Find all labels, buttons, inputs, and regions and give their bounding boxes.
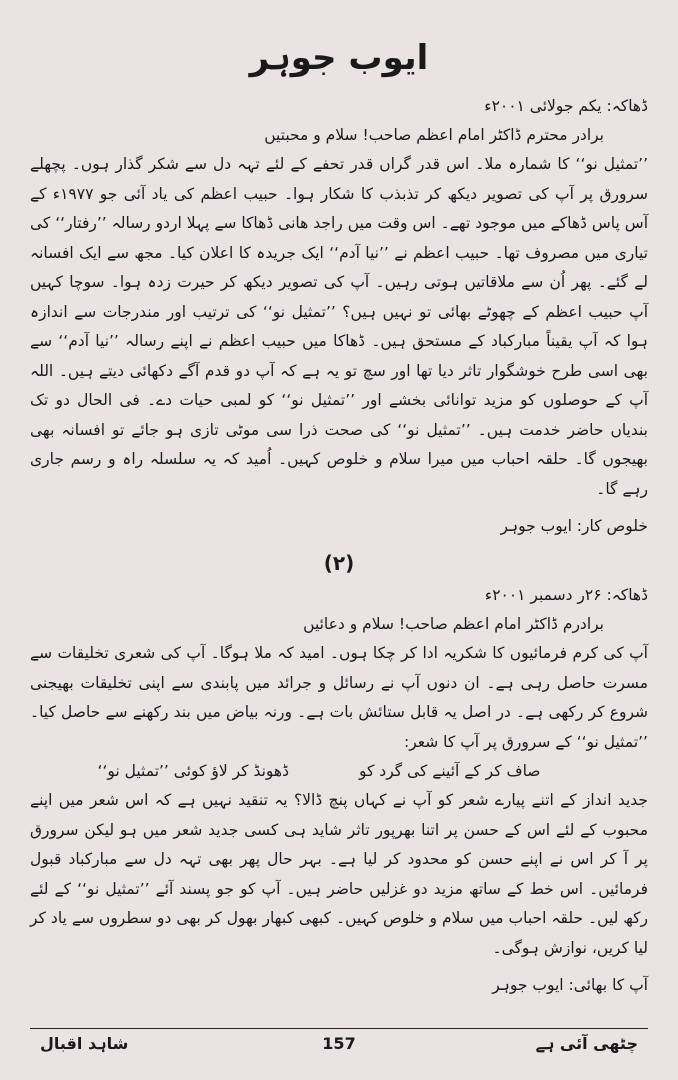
- letter-1-salutation: برادر محترم ڈاکٹر امام اعظم صاحب! سلام و محبتیں: [264, 126, 604, 144]
- letter-2-body-1: آپ کی کرم فرمائیوں کا شکریہ ادا کر چکا ہوں۔ امید کہ ملا ہوگا۔ آپ کی شعری تخلیقات سے مسرت حاصل رہی ہے۔ ان دنوں آپ نے رسائل و جرائد میں پابندی سے اپنی تخلیقات بھیجنی شروع کر رکھی ہے۔ در اصل یہ قابل ستائش بات ہے۔ ورنہ بیاض میں بند رکھنے سے حاصل کیا۔ ’’تمثیل نو‘‘ کے سرورق پر آپ کا شعر:: [30, 644, 648, 751]
- couplet-line-1: صاف کر کے آئینے کی گرد کو: [358, 762, 541, 780]
- letter-2-dateline: ڈھاکہ: ۲۶ر دسمبر ۲۰۰۱ء: [484, 586, 648, 604]
- page-number: 157: [322, 1034, 356, 1053]
- letter-2-signature: آپ کا بھائی: ایوب جوہر: [492, 976, 648, 994]
- page-footer: [40, 1034, 638, 1064]
- couplet: [30, 757, 608, 786]
- section-number: (۲): [323, 551, 355, 575]
- letter-1: [30, 92, 648, 541]
- footer-divider: [30, 1028, 648, 1029]
- letter-2-salutation: برادرم ڈاکٹر امام اعظم صاحب! سلام و دعائیں: [303, 615, 604, 633]
- footer-book-title: چٹھی آئی ہے: [535, 1034, 638, 1053]
- footer-author: شاہد اقبال: [40, 1034, 129, 1053]
- page-title: ایوب جوہر: [249, 38, 429, 78]
- couplet-line-2: ڈھونڈ کر لاؤ کوئی ’’تمثیل نو‘‘: [97, 762, 289, 780]
- letter-1-signature: خلوص کار: ایوب جوہر: [500, 517, 648, 535]
- letter-2-body-2: جدید انداز کے اتنے پیارے شعر کو آپ نے کہاں پنچ ڈالا؟ یہ تنقید نہیں ہے کہ اس شعر میں اپنے محبوب کے لئے اس کے حسن پر اتنا بھرپور تاثر شاید ہی کسی جدید شعر میں ہو لیکن سرورق پر آ کر اس نے اپنے حسن کو محدود کر لیا ہے۔ بہر حال پھر بھی تہہ دل سے مبارکباد قبول فرمائیں۔ اس خط کے ساتھ مزید دو غزلیں حاضر ہیں۔ آپ کو جو پسند آئے ’’تمثیل نو‘‘ کے لئے رکھ لیں۔ حلقہ احباب میں سلام و خلوص کہیں۔ کبھی کبھار بھول کر بھی دو سطروں سے یاد کر لیا کریں، نوازش ہوگی۔: [30, 791, 648, 957]
- letter-2: [30, 581, 648, 1000]
- letter-1-body: ’’تمثیل نو‘‘ کا شمارہ ملا۔ اس قدر گراں قدر تحفے کے لئے تہہ دل سے شکر گذار ہوں۔ پچھلے سرورق پر آپ کی تصویر دیکھ کر تذبذب کا شکار ہوا۔ حبیب اعظم کی یاد آئی جو ۱۹۷۷ء کے آس پاس ڈھاکے میں موجود تھے۔ اس وقت میں راجد ھانی ڈھاکا سے پہلا اردو رسالہ ’’رفتار‘‘ کی تیاری میں مصروف تھا۔ حبیب اعظم نے ’’نیا آدم‘‘ ایک جریدہ کا اعلان کیا۔ مجھ سے ایک افسانہ لے گئے۔ پھر اُن سے ملاقاتیں ہوتی رہیں۔ آپ کی تصویر دیکھ کر حیرت زدہ ہوا۔ سوچا کہیں آپ حبیب اعظم کے چھوٹے بھائی تو نہیں ہیں؟ ’’تمثیل نو‘‘ کی ترتیب اور مندرجات سے اندازہ ہوا کہ آپ یقیناً مبارکباد کے مستحق ہیں۔ ڈھاکا میں حبیب اعظم نے اپنے رسالہ ’’نیا آدم‘‘ سے بھی اسی طرح خوشگوار تاثر دیا تھا اور سچ تو یہ ہے کہ آپ دو قدم آگے دکھائی دیتے ہیں۔ اللہ آپ کے حوصلوں کو مزید توانائی بخشے اور ’’تمثیل نو‘‘ کو لمبی حیات دے۔ فی الحال دو تک بندیاں حاضر خدمت ہیں۔ ’’تمثیل نو‘‘ کی صحت ذرا سی موٹی تازی ہو جائے تو افسانہ بھی بھیجوں گا۔ حلقہ احباب میں میرا سلام و خلوص کہیں۔ اُمید کہ یہ سلسلہ راہ و رسم جاری رہے گا۔: [30, 155, 648, 498]
- letter-1-dateline: ڈھاکہ: یکم جولائی ۲۰۰۱ء: [484, 97, 648, 115]
